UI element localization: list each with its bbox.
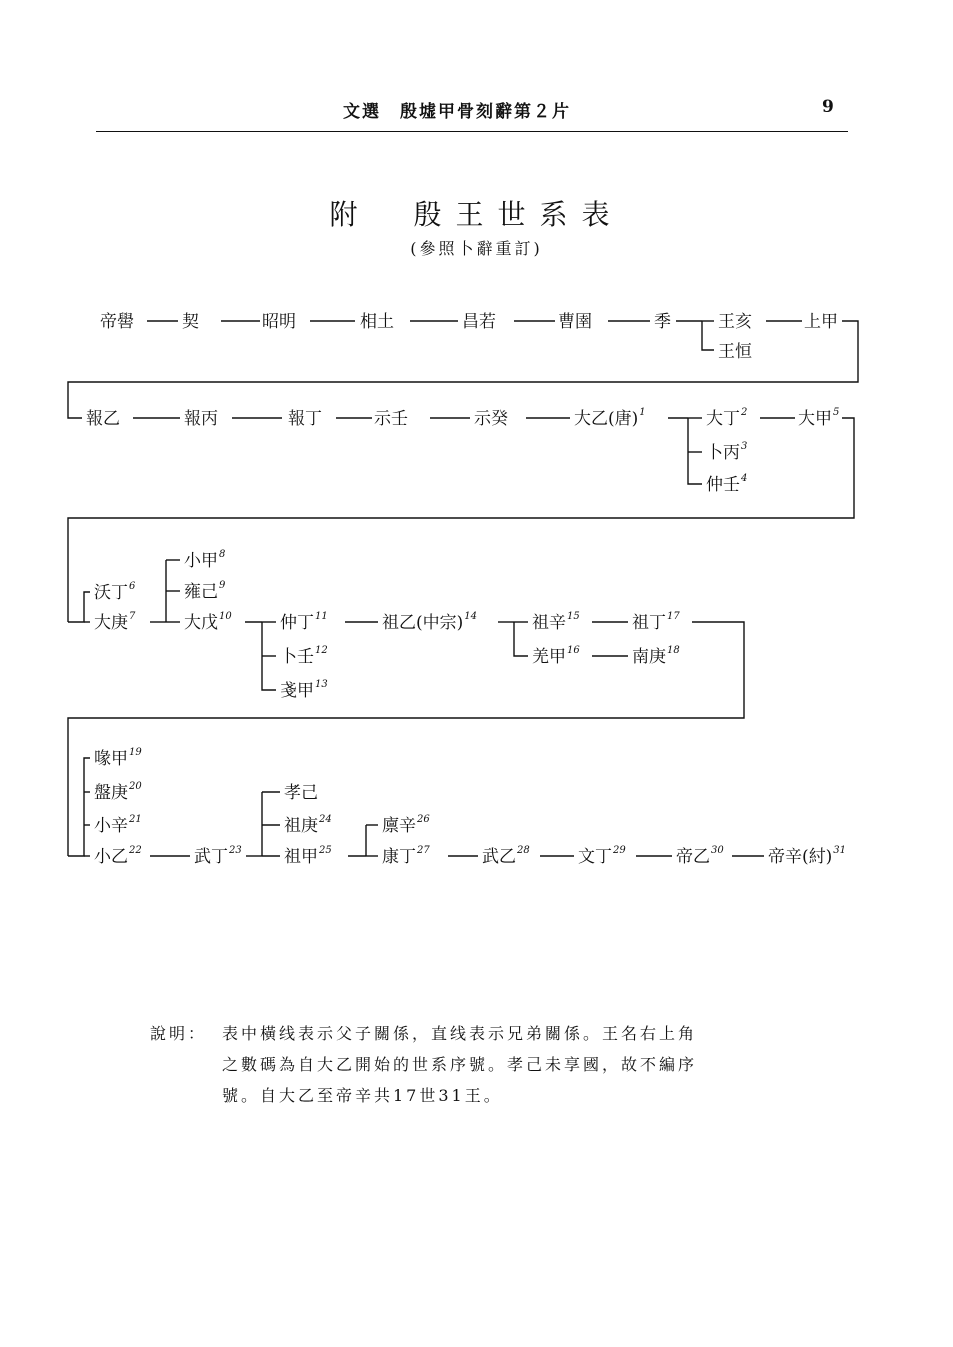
king-number-zujia: 25 <box>319 845 332 856</box>
king-dajia: 大甲 <box>798 409 832 429</box>
king-dixin: 帝辛(紂) <box>768 847 833 867</box>
page-title: 附 殷王世系表 <box>329 198 624 231</box>
king-ku: 帝嚳 <box>100 312 134 332</box>
king-zhaoming: 昭明 <box>262 312 296 332</box>
king-number-pangeng: 20 <box>129 781 142 792</box>
king-kangding: 康丁 <box>382 847 416 867</box>
king-xie: 契 <box>182 312 199 332</box>
king-nangeng: 南庚 <box>632 647 666 667</box>
king-shiren: 示壬 <box>374 409 408 429</box>
king-zujia: 祖甲 <box>284 847 318 867</box>
king-wuding: 武丁 <box>194 847 228 867</box>
king-number-zugeng: 24 <box>319 814 332 825</box>
king-xiangjia: 喙甲 <box>94 749 128 769</box>
sibling-bracket <box>68 592 90 622</box>
king-diyi: 帝乙 <box>676 847 710 867</box>
king-ji: 季 <box>654 312 671 332</box>
king-number-bubing: 3 <box>741 441 748 452</box>
king-number-zuding: 17 <box>667 611 680 622</box>
king-qiangjia: 羌甲 <box>532 647 566 667</box>
king-dageng: 大庚 <box>94 613 128 633</box>
sibling-bracket <box>702 321 714 350</box>
king-number-zhongren: 4 <box>741 473 748 484</box>
king-number-dayi: 1 <box>639 407 646 418</box>
king-number-woding: 6 <box>129 581 136 592</box>
king-number-xiangjia: 19 <box>129 747 142 758</box>
king-number-zuyi: 14 <box>464 611 477 622</box>
king-linxin: 廪辛 <box>382 816 416 836</box>
king-wuyi: 武乙 <box>482 847 516 867</box>
king-number-yongji: 9 <box>219 580 226 591</box>
king-zhongding: 仲丁 <box>280 613 314 633</box>
running-header: 文選 殷墟甲骨刻辭第２片 <box>343 102 571 122</box>
king-zhongren: 仲壬 <box>706 475 740 495</box>
king-zugeng: 祖庚 <box>284 816 318 836</box>
king-number-diyi: 30 <box>711 845 724 856</box>
page-number: 9 <box>822 97 836 117</box>
king-caoyu: 曹圉 <box>558 312 592 332</box>
king-wangheng: 王恒 <box>718 342 752 362</box>
king-number-zuxin: 15 <box>567 611 580 622</box>
king-jianjia: 戔甲 <box>280 681 314 701</box>
king-number-dageng: 7 <box>129 611 136 622</box>
king-number-wuding: 23 <box>229 845 242 856</box>
king-number-dading: 2 <box>741 407 748 418</box>
king-shigui: 示癸 <box>474 409 508 429</box>
king-number-xiaoyi: 22 <box>129 845 142 856</box>
king-shangjia: 上甲 <box>804 312 838 332</box>
king-xiaoji: 孝己 <box>284 783 318 803</box>
note-line: 之數碼為自大乙開始的世系序號。孝己未享國，故不編序 <box>222 1055 698 1074</box>
king-number-dixin: 31 <box>833 845 846 856</box>
king-number-dajia: 5 <box>833 407 840 418</box>
sibling-bracket <box>68 758 90 856</box>
king-xiangtu: 相土 <box>360 312 394 332</box>
king-number-wuyi: 28 <box>517 845 530 856</box>
king-number-nangeng: 18 <box>667 645 680 656</box>
page-subtitle: (參照卜辭重訂) <box>410 239 543 258</box>
king-woding: 沃丁 <box>94 583 128 603</box>
king-zuxin: 祖辛 <box>532 613 566 633</box>
sibling-bracket <box>514 622 528 656</box>
king-buren: 卜壬 <box>280 647 314 667</box>
king-number-buren: 12 <box>315 645 328 656</box>
king-zuding: 祖丁 <box>632 613 666 633</box>
king-number-xiaoxin: 21 <box>129 814 142 825</box>
king-pangeng: 盤庚 <box>94 783 128 803</box>
connector-line <box>68 321 858 418</box>
king-baobing: 報丙 <box>184 409 218 429</box>
king-number-wending: 29 <box>613 845 626 856</box>
king-dawu: 大戊 <box>184 613 218 633</box>
king-dayi: 大乙(唐) <box>574 409 639 429</box>
king-number-zhongding: 11 <box>315 611 328 622</box>
king-baoyi: 報乙 <box>86 409 120 429</box>
king-number-xiaojia: 8 <box>219 549 226 560</box>
king-wending: 文丁 <box>578 847 612 867</box>
king-changruo: 昌若 <box>462 312 496 332</box>
king-baoding: 報丁 <box>288 409 322 429</box>
note-line: 號。自大乙至帝辛共17世31王。 <box>222 1086 503 1105</box>
king-number-kangding: 27 <box>417 845 430 856</box>
king-yongji: 雍己 <box>184 582 218 602</box>
king-bubing: 卜丙 <box>706 443 740 463</box>
king-number-qiangjia: 16 <box>567 645 580 656</box>
king-zuyi: 祖乙(中宗) <box>382 613 464 633</box>
sibling-bracket <box>688 418 702 484</box>
king-xiaoyi: 小乙 <box>94 847 128 867</box>
king-number-dawu: 10 <box>219 611 232 622</box>
king-wanghai: 王亥 <box>718 312 752 332</box>
king-names <box>86 311 846 867</box>
king-dading: 大丁 <box>706 409 740 429</box>
note-line: 表中橫线表示父子關係，直线表示兄弟關係。王名右上角 <box>222 1024 698 1043</box>
king-number-jianjia: 13 <box>315 679 328 690</box>
note-label: 說明： <box>150 1024 208 1043</box>
king-number-linxin: 26 <box>417 814 430 825</box>
king-xiaojia: 小甲 <box>184 551 218 571</box>
king-xiaoxin: 小辛 <box>94 816 128 836</box>
